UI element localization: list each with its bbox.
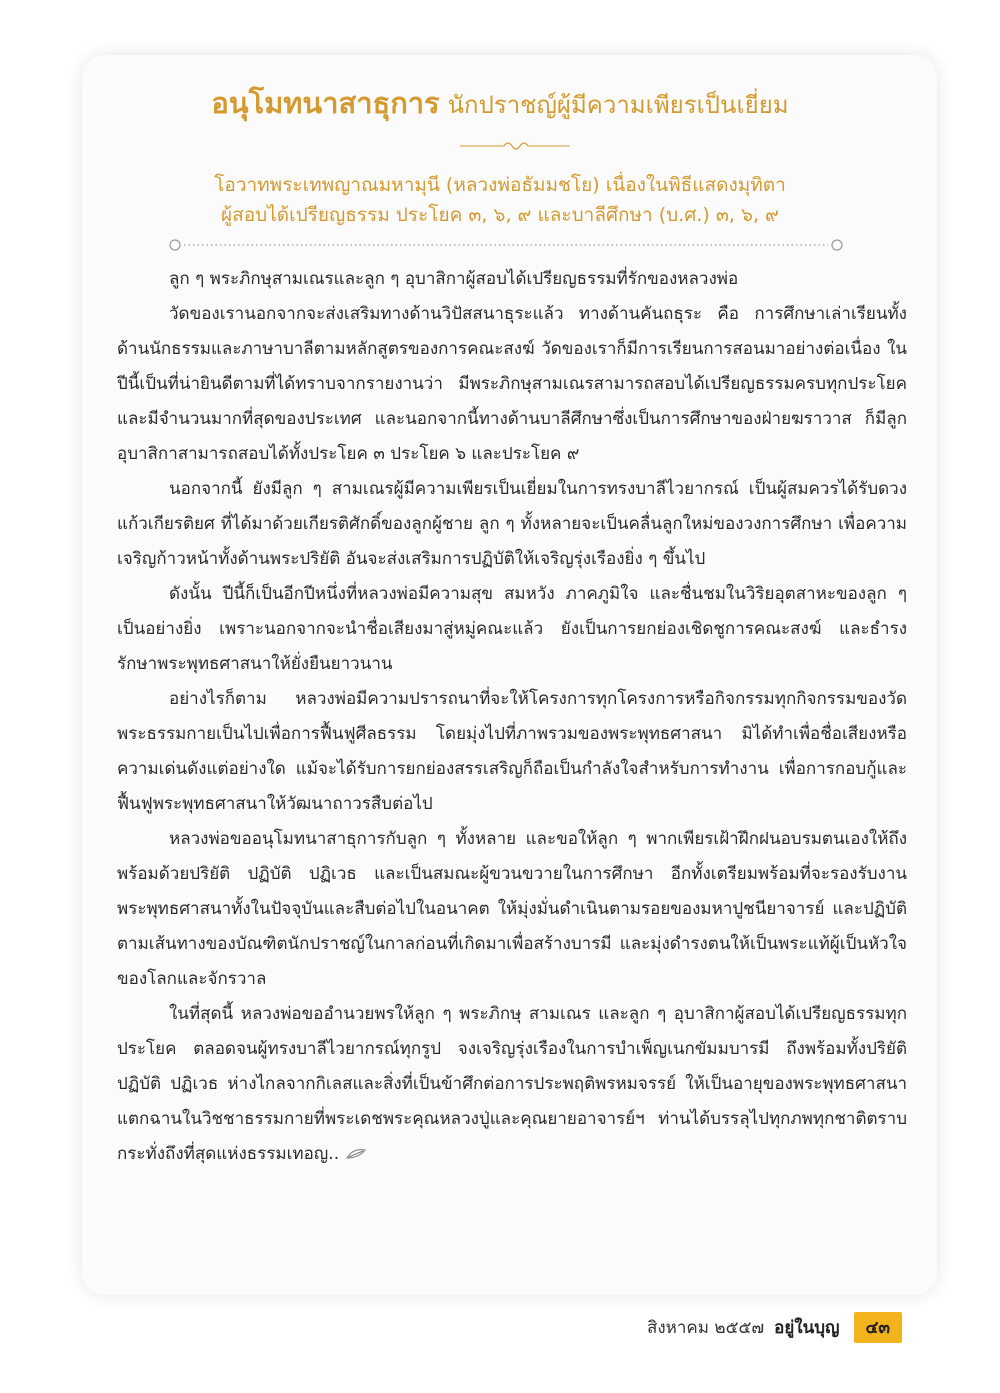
subtitle-line-1: โอวาทพระเทพญาณมหามุนี (หลวงพ่อธัมมชโย) เนื่องในพิธีแสดงมุทิตา [214, 174, 786, 196]
paragraph-5: อย่างไรก็ตาม หลวงพ่อมีความปรารถนาที่จะให้โครงการทุกโครงการหรือกิจกรรมทุกกิจกรรมของวัดพระธรรมกายเป็นไปเพื่อการฟื้นฟูศีลธรรม โดยมุ่งไปที่ภาพรวมของพระพุทธศาสนา มิได้ทำเพื่อชื่อเสียงหรือความเด่นดังแต่อย่างใด แม้จะได้รับการยกย่องสรรเสริญก็ถือเป็นกำลังใจสำหรับการทำงาน เพื่อการกอบกู้และฟื้นฟูพระพุทธศาสนาให้วัฒนาถาวรสืบต่อไป [117, 689, 907, 814]
article-body [117, 262, 907, 1172]
title-sub: นักปราชญ์ผู้มีความเพียรเป็นเยี่ยม [447, 91, 789, 119]
article-subtitle [0, 170, 1000, 230]
title-main: อนุโมทนาสาธุการ [211, 86, 440, 120]
title-flourish-ornament [460, 138, 570, 154]
end-leaf-icon [345, 1148, 367, 1160]
subtitle-line-2: ผู้สอบได้เปรียญธรรม ประโยค ๓, ๖, ๙ และบาลีศึกษา (บ.ศ.) ๓, ๖, ๙ [221, 204, 779, 226]
footer-magazine-name: อยู่ในบุญ [774, 1317, 840, 1338]
paragraph-2: วัดของเรานอกจากจะส่งเสริมทางด้านวิปัสสนาธุระแล้ว ทางด้านคันถธุระ คือ การศึกษาเล่าเรียนทั้งด้านนักธรรมและภาษาบาลีตามหลักสูตรของการคณะสงฆ์ วัดของเราก็มีการเรียนการสอนมาอย่างต่อเนื่อง ในปีนี้เป็นที่น่ายินดีตามที่ได้ทราบจากรายงานว่า มีพระภิกษุสามเณรสามารถสอบได้เปรียญธรรมครบทุกประโยค และมีจำนวนมากที่สุดของประเทศ และนอกจากนี้ทางด้านบาลีศึกษาซึ่งเป็นการศึกษาของฝ่ายฆราวาส ก็มีลูกอุบาสิกาสามารถสอบได้ทั้งประโยค ๓ ประโยค ๖ และประโยค ๙ [117, 304, 907, 464]
article-title [0, 80, 1000, 126]
paragraph-3: นอกจากนี้ ยังมีลูก ๆ สามเณรผู้มีความเพียรเป็นเยี่ยมในการทรงบาลีไวยากรณ์ เป็นผู้สมควรได้รับดวงแก้วเกียรติยศ ที่ได้มาด้วยเกียรติศักดิ์ของลูกผู้ชาย ลูก ๆ ทั้งหลายจะเป็นคลื่นลูกใหม่ของวงการศึกษา เพื่อความเจริญก้าวหน้าทั้งด้านพระปริยัติ อันจะส่งเสริมการปฏิบัติให้เจริญรุ่งเรืองยิ่ง ๆ ขึ้นไป [117, 479, 907, 569]
paragraph-7-text: ในที่สุดนี้ หลวงพ่อขออำนวยพรให้ลูก ๆ พระภิกษุ สามเณร และลูก ๆ อุบาสิกาผู้สอบได้เปรียญธรรมทุกประโยค ตลอดจนผู้ทรงบาลีไวยากรณ์ทุกรูป จงเจริญรุ่งเรืองในการบำเพ็ญเนกขัมมบารมี ถึงพร้อมทั้งปริยัติ ปฏิบัติ ปฏิเวธ ห่างไกลจากกิเลสและสิ่งที่เป็นข้าศึกต่อการประพฤติพรหมจรรย์ ให้เป็นอายุของพระพุทธศาสนา แตกฉานในวิชชาธรรมกายที่พระเดชพระคุณหลวงปู่และคุณยายอาจารย์ฯ ท่านได้บรรลุไปทุกภพทุกชาติตราบกระทั่งถึงที่สุดแห่งธรรมเทอญ.. [117, 1004, 907, 1164]
page-footer [647, 1314, 902, 1340]
paragraph-6: หลวงพ่อขออนุโมทนาสาธุการกับลูก ๆ ทั้งหลาย และขอให้ลูก ๆ พากเพียรเฝ้าฝึกฝนอบรมตนเองให้ถึงพร้อมด้วยปริยัติ ปฏิบัติ ปฏิเวธ และเป็นสมณะผู้ขวนขวายในการศึกษา อีกทั้งเตรียมพร้อมที่จะรองรับงานพระพุทธศาสนาทั้งในปัจจุบันและสืบต่อไปในอนาคต ให้มุ่งมั่นดำเนินตามรอยของมหาปูชนียาจารย์ และปฏิบัติตามเส้นทางของบัณฑิตนักปราชญ์ในกาลก่อนที่เกิดมาเพื่อสร้างบารมี และมุ่งดำรงตนให้เป็นพระแท้ผู้เป็นหัวใจของโลกและจักรวาล [117, 829, 907, 989]
footer-date: สิงหาคม ๒๕๕๗ [646, 1317, 765, 1338]
page-number-badge: ๔๓ [854, 1312, 903, 1343]
paragraph-1: ลูก ๆ พระภิกษุสามเณรและลูก ๆ อุบาสิกาผู้สอบได้เปรียญธรรมที่รักของหลวงพ่อ [169, 269, 739, 289]
paragraph-4: ดังนั้น ปีนี้ก็เป็นอีกปีหนึ่งที่หลวงพ่อมีความสุข สมหวัง ภาคภูมิใจ และชื่นชมในวิริยอุตสาหะของลูก ๆ เป็นอย่างยิ่ง เพราะนอกจากจะนำชื่อเสียงมาสู่หมู่คณะแล้ว ยังเป็นการยกย่องเชิดชูการคณะสงฆ์ และธำรงรักษาพระพุทธศาสนาให้ยั่งยืนยาวนาน [117, 584, 907, 674]
dotted-divider [168, 238, 844, 252]
paragraph-7 [117, 997, 907, 1172]
